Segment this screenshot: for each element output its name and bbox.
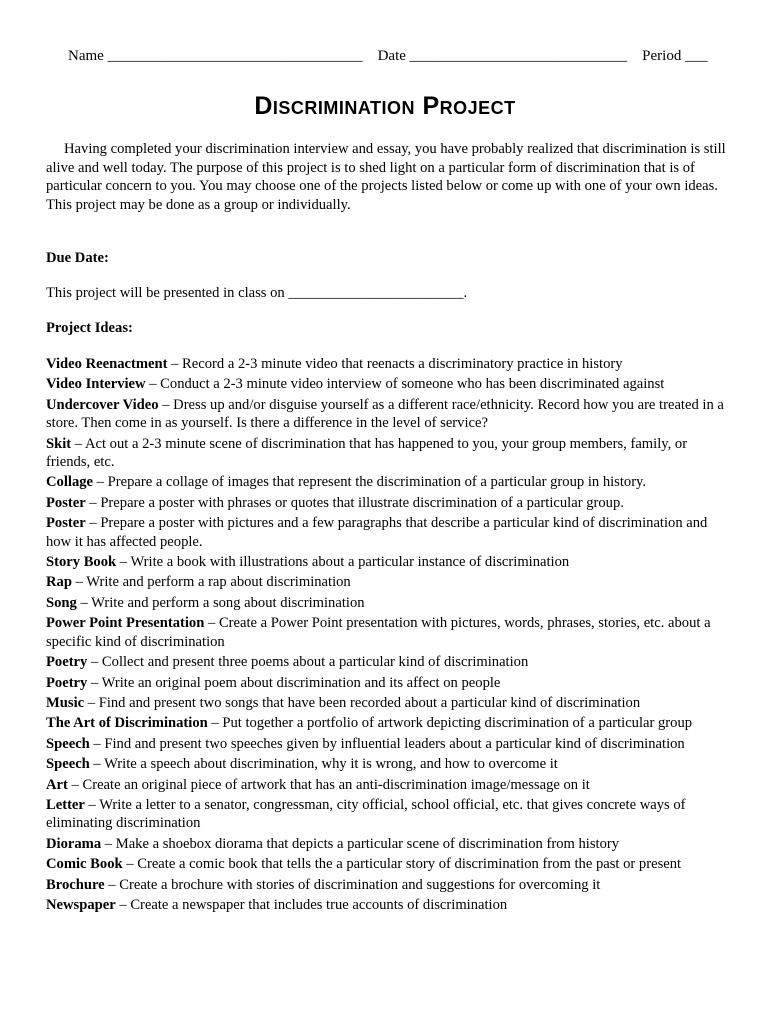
project-idea-name: Newspaper (46, 896, 116, 913)
list-item (46, 614, 728, 651)
project-idea-name: Video Reenactment (46, 356, 168, 372)
project-idea-name: Song (46, 594, 77, 611)
project-idea-description: – Find and present two speeches given by influential leaders about a particular kind of discrimination (89, 735, 685, 752)
list-item (46, 735, 728, 753)
project-idea-description: – Act out a 2-3 minute scene of discrimination that has happened to you, your group members, family, or friends, etc. (46, 435, 688, 471)
student-info-line (68, 46, 708, 66)
project-idea-description: – Write a book with illustrations about a particular instance of discrimination (116, 554, 570, 571)
project-idea-description: – Write an original poem about discrimination and its affect on people (87, 674, 501, 691)
project-idea-description: – Record a 2-3 minute video that reenacts a discriminatory practice in history (167, 356, 623, 372)
list-item (46, 355, 728, 373)
project-idea-name: Collage (46, 474, 94, 491)
name-blank: __________________________________ (107, 48, 363, 64)
list-item (46, 435, 728, 472)
project-idea-description: – Put together a portfolio of artwork depicting discrimination of a particular group (207, 715, 693, 732)
due-date-text: This project will be presented in class on (46, 285, 285, 301)
due-date-blank: ________________________ (288, 285, 464, 301)
list-item (46, 653, 728, 671)
project-idea-description: – Find and present two songs that have been recorded about a particular kind of discrimination (84, 694, 641, 711)
project-idea-name: Skit (46, 435, 72, 452)
list-item (46, 594, 728, 612)
page-title: Discrimination Project (254, 92, 516, 120)
list-item (46, 494, 728, 512)
due-date-line (46, 285, 467, 302)
list-item (46, 694, 728, 712)
project-idea-name: Letter (46, 796, 85, 813)
project-idea-description: – Write and perform a song about discrimination (76, 594, 365, 611)
list-item (46, 855, 728, 873)
project-idea-description: – Dress up and/or disguise yourself as a different race/ethnicity. Record how you are treated in a store. Then come in as yourself. Is there a difference in the level of service? (46, 396, 724, 432)
list-item (46, 674, 728, 692)
list-item (46, 553, 728, 571)
project-idea-description: – Make a shoebox diorama that depicts a particular scene of discrimination from history (101, 835, 620, 852)
project-idea-name: Power Point Presentation (46, 615, 205, 632)
project-idea-name: Poster (46, 494, 86, 511)
project-idea-name: Video Interview (46, 376, 146, 393)
project-idea-name: Rap (46, 574, 72, 591)
list-item (46, 796, 728, 833)
list-item (46, 473, 728, 491)
project-idea-description: – Collect and present three poems about a particular kind of discrimination (87, 654, 529, 671)
list-item (46, 396, 728, 433)
list-item (46, 755, 728, 773)
date-label: Date (377, 48, 406, 64)
project-idea-description: – Conduct a 2-3 minute video interview of someone who has been discriminated against (145, 376, 665, 393)
list-item (46, 835, 728, 853)
project-idea-name: Poster (46, 515, 86, 532)
project-idea-name: Poetry (46, 654, 88, 671)
project-ideas-heading: Project Ideas: (46, 320, 133, 336)
project-idea-name: Art (46, 776, 68, 793)
project-idea-name: Speech (46, 756, 90, 773)
period-blank: ___ (685, 48, 708, 64)
project-idea-name: Speech (46, 735, 90, 752)
project-idea-name: Music (46, 694, 85, 711)
project-idea-description: – Prepare a poster with pictures and a few paragraphs that describe a particular kind of discrimination and how it has affected people. (46, 515, 708, 550)
project-idea-description: – Write a letter to a senator, congressman, city official, school official, etc. that gives concrete ways of eliminating discrimination (46, 796, 686, 832)
project-idea-description: – Create a Power Point presentation with pictures, words, phrases, stories, etc. about a specific kind of discrimination (46, 615, 711, 650)
project-idea-name: Poetry (46, 674, 88, 691)
project-idea-description: – Prepare a collage of images that represent the discrimination of a particular group in history. (93, 474, 647, 491)
project-idea-description: – Create a newspaper that includes true accounts of discrimination (115, 896, 508, 913)
list-item (46, 876, 728, 894)
project-idea-description: – Write a speech about discrimination, why it is wrong, and how to overcome it (89, 756, 558, 773)
project-idea-name: Brochure (46, 876, 105, 893)
name-label: Name (68, 48, 104, 64)
project-idea-description: – Prepare a poster with phrases or quotes that illustrate discrimination of a particular group. (85, 494, 624, 511)
date-blank: _____________________________ (409, 48, 628, 64)
list-item (46, 896, 728, 914)
intro-paragraph: Having completed your discrimination interview and essay, you have probably realized that discrimination is still alive and well today. The purpose of this project is to shed light on a particular form of discrimination that is of particular concern to you. You may choose one of the projects listed below or come up with one of your own ideas. This project may be done as a group or individually. (46, 141, 726, 213)
project-idea-name: Diorama (46, 835, 102, 852)
list-item (46, 573, 728, 591)
project-idea-name: Comic Book (46, 856, 123, 873)
due-date-heading: Due Date: (46, 250, 109, 266)
project-idea-name: Undercover Video (46, 396, 159, 413)
project-idea-name: The Art of Discrimination (46, 715, 208, 732)
project-idea-description: – Create a comic book that tells the a particular story of discrimination from the past or present (122, 856, 682, 873)
period-label: Period (642, 48, 682, 64)
due-date-period: . (463, 285, 468, 301)
list-item (46, 514, 728, 551)
project-ideas-list (46, 355, 728, 916)
project-idea-description: – Write and perform a rap about discrimination (71, 574, 351, 591)
project-idea-description: – Create a brochure with stories of discrimination and suggestions for overcoming it (104, 876, 601, 893)
list-item (46, 375, 728, 393)
project-idea-name: Story Book (46, 554, 117, 571)
project-idea-description: – Create an original piece of artwork that has an anti-discrimination image/message on it (67, 776, 590, 793)
list-item (46, 776, 728, 794)
list-item (46, 714, 728, 732)
